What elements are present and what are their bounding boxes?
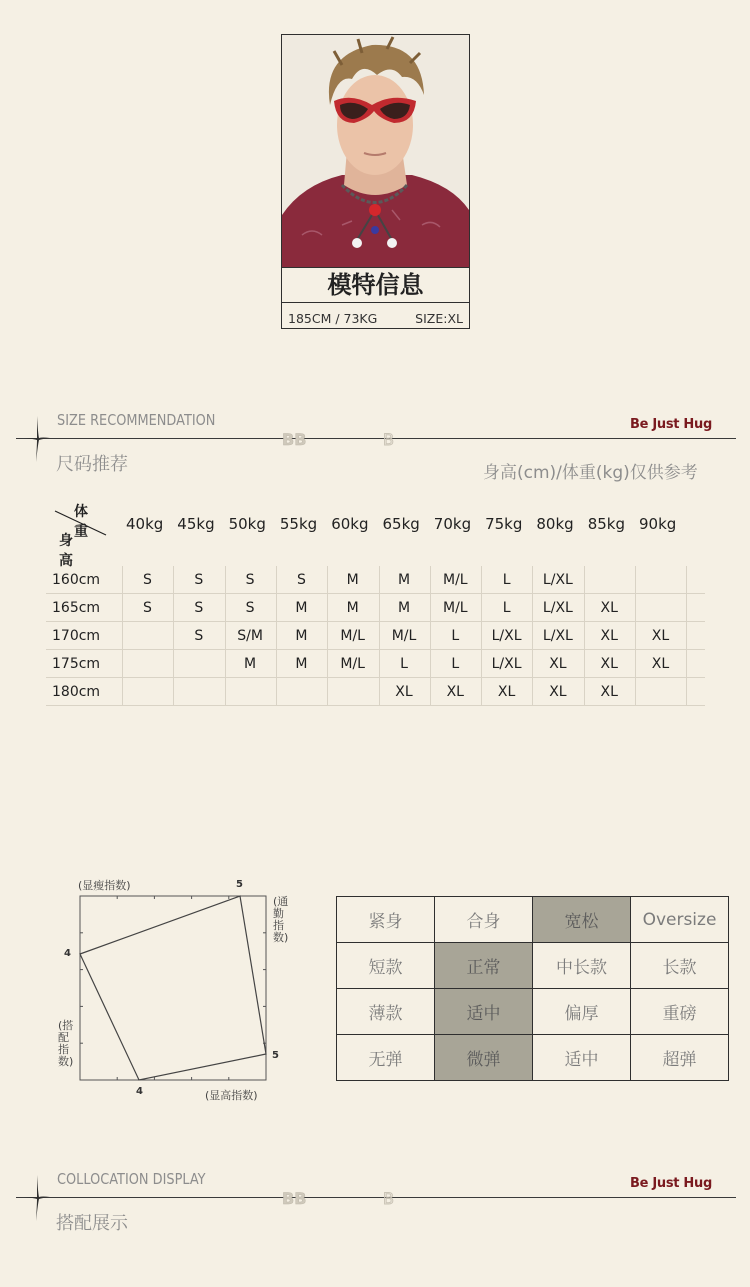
size-cell: XL (549, 684, 567, 700)
size-cell: XL (549, 656, 567, 672)
size-cell: XL (497, 684, 516, 700)
svg-text:BB: BB (282, 1189, 307, 1207)
size-section-title-en: SIZE RECOMMENDATION (57, 411, 216, 429)
corner-height-label: 身高 (59, 533, 73, 569)
height-row-label: 175cm (52, 656, 101, 672)
collocation-title-cn: 搭配展示 (56, 1213, 128, 1234)
model-height-weight: 185CM / 73KG (288, 311, 378, 326)
fit-option: 薄款 (337, 989, 435, 1035)
weight-header-cell: 80kg (536, 515, 574, 533)
size-cell: S (245, 572, 255, 588)
size-cell: L (451, 656, 460, 672)
corner-weight-label: 体重 (74, 504, 88, 540)
fit-option: 无弹 (337, 1035, 435, 1081)
weight-header-cell: 90kg (639, 515, 677, 533)
size-cell: S (194, 628, 204, 644)
fit-option-selected: 正常 (435, 943, 533, 989)
fit-row (337, 989, 729, 1035)
weight-header-cell: 40kg (126, 515, 164, 533)
fit-option: 短款 (337, 943, 435, 989)
size-section-title-cn: 尺码推荐 (56, 454, 128, 475)
model-card (281, 34, 470, 329)
size-cell: M (346, 572, 359, 588)
size-cell: M (346, 600, 359, 616)
fit-option: 中长款 (533, 943, 631, 989)
weight-header-cell: 45kg (177, 515, 215, 533)
radar-right-value: 5 (272, 1050, 279, 1061)
radar-right-label: (通勤指数) (273, 895, 289, 944)
size-cell: XL (651, 656, 670, 672)
column-divider (430, 566, 431, 706)
fit-row (337, 943, 729, 989)
fit-attributes-table (336, 896, 729, 1081)
size-cell: S (296, 572, 306, 588)
fit-row (337, 1035, 729, 1081)
fit-option-selected: 适中 (435, 989, 533, 1035)
size-cell: M (397, 600, 411, 616)
model-photo (282, 35, 469, 267)
b-logo-icon (383, 1189, 399, 1207)
size-cell: S/M (237, 628, 263, 644)
fit-option: 长款 (631, 943, 729, 989)
size-cell: L/XL (542, 572, 573, 588)
radar-top-value: 5 (236, 879, 243, 890)
height-row-label: 170cm (52, 628, 101, 644)
model-size: SIZE:XL (415, 311, 463, 326)
size-cell: XL (600, 600, 618, 616)
size-cell: XL (600, 628, 618, 644)
size-cell: M (244, 656, 257, 672)
height-row-label: 160cm (52, 572, 101, 588)
fit-option: 超弹 (631, 1035, 729, 1081)
size-cell: M/L (442, 600, 468, 616)
size-cell: L (502, 572, 511, 588)
size-cell: XL (446, 684, 464, 700)
size-cell: M/L (442, 572, 468, 588)
weight-header-cell: 85kg (587, 515, 625, 533)
model-info-title: 模特信息 (282, 267, 469, 303)
row-divider (46, 705, 705, 706)
column-divider (686, 566, 687, 706)
column-divider (532, 566, 533, 706)
radar-polygon (80, 896, 266, 1080)
size-cell: S (194, 572, 204, 588)
brand-logo: Be Just Hug (630, 1176, 712, 1191)
fit-option: Oversize (631, 897, 729, 943)
radar-left-label: (搭配指数) (58, 1019, 74, 1068)
column-divider (481, 566, 482, 706)
size-cell: M (295, 628, 308, 644)
size-cell: M/L (340, 628, 365, 644)
weight-header-cell: 50kg (228, 515, 266, 533)
size-cell: S (194, 600, 204, 616)
radar-left-value: 4 (64, 948, 71, 959)
radar-bottom-label: (显高指数) (205, 1089, 258, 1102)
column-divider (122, 566, 123, 706)
size-cell: L/XL (542, 628, 573, 644)
corner-diagonal (54, 510, 108, 536)
size-cell: L/XL (542, 600, 573, 616)
size-cell: S (143, 600, 152, 616)
collocation-title-en: COLLOCATION DISPLAY (57, 1170, 206, 1188)
bb-logo-icon (282, 1189, 312, 1207)
fit-option-selected: 微弹 (435, 1035, 533, 1081)
row-divider (46, 621, 705, 622)
size-cell: L/XL (491, 656, 522, 672)
column-divider (379, 566, 380, 706)
brand-logo: Be Just Hug (630, 417, 712, 432)
size-cell: M (397, 572, 411, 588)
fit-radar-chart (40, 870, 300, 1110)
bb-logo-icon (282, 430, 312, 448)
size-cell: XL (600, 656, 618, 672)
size-cell: S (245, 600, 255, 616)
size-cell: M/L (340, 656, 365, 672)
sparkle-icon (22, 1173, 52, 1223)
column-divider (173, 566, 174, 706)
b-logo-icon (383, 430, 399, 448)
weight-header-cell: 70kg (433, 515, 472, 533)
weight-header-cell: 55kg (279, 515, 318, 533)
column-divider (635, 566, 636, 706)
size-cell: L (451, 628, 460, 644)
row-divider (46, 677, 705, 678)
size-cell: M (295, 600, 308, 616)
size-cell: XL (395, 684, 413, 700)
column-divider (327, 566, 328, 706)
weight-header-cell: 65kg (382, 515, 420, 533)
svg-text:BB: BB (282, 430, 307, 448)
column-divider (584, 566, 585, 706)
fit-option: 重磅 (631, 989, 729, 1035)
fit-option-selected: 宽松 (533, 897, 631, 943)
radar-bottom-value: 4 (136, 1086, 143, 1097)
weight-header-cell: 60kg (331, 515, 369, 533)
size-cell: L (400, 656, 408, 672)
fit-option: 紧身 (337, 897, 435, 943)
radar-top-label: (显瘦指数) (78, 879, 131, 892)
height-row-label: 165cm (52, 600, 101, 616)
fit-option: 偏厚 (533, 989, 631, 1035)
weight-header-cell: 75kg (485, 515, 523, 533)
column-divider (276, 566, 277, 706)
size-cell: L/XL (491, 628, 522, 644)
section-divider (16, 1197, 736, 1198)
size-note: 身高(cm)/体重(kg)仅供参考 (483, 463, 698, 483)
row-divider (46, 593, 705, 594)
svg-text:B: B (383, 1189, 394, 1207)
height-row-label: 180cm (52, 684, 101, 700)
fit-row (337, 897, 729, 943)
section-divider (16, 438, 736, 439)
fit-option: 合身 (435, 897, 533, 943)
sparkle-icon (22, 414, 52, 464)
row-divider (46, 649, 705, 650)
fit-option: 适中 (533, 1035, 631, 1081)
size-cell: L (502, 600, 511, 616)
size-cell: M (295, 656, 308, 672)
svg-text:B: B (383, 430, 394, 448)
size-cell: XL (651, 628, 670, 644)
size-cell: S (143, 572, 152, 588)
column-divider (225, 566, 226, 706)
size-cell: M/L (391, 628, 417, 644)
size-cell: XL (600, 684, 618, 700)
